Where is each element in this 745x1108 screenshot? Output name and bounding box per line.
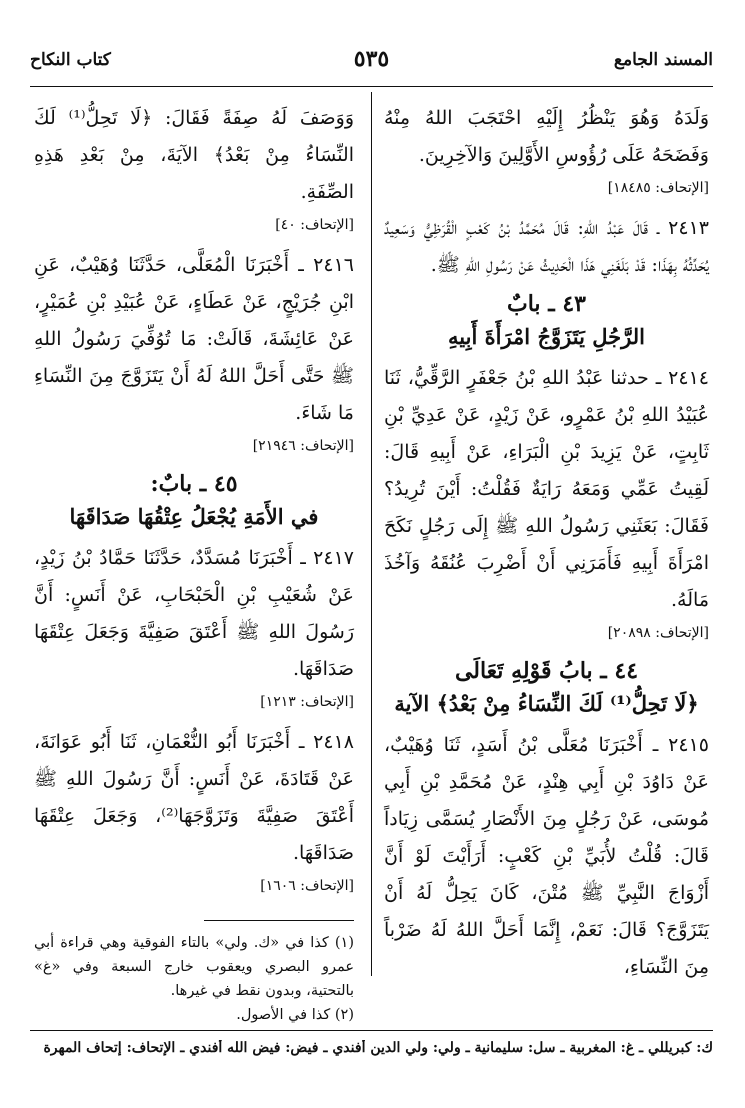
continuation-text: وَوَصَفَ لَهُ صِفَةً فَقَالَ: ﴿لَا تَحِلُّ⁽¹⁾ لَكَ النِّسَاءُ مِنْ بَعْدُ﴾ الآيَةَ، مِنْ بَعْدِ هَذِهِ الصِّفَةِ. bbox=[34, 107, 354, 203]
chapter-44-title: ﴿لَا تَحِلُّ⁽¹⁾ لَكَ النِّسَاءُ مِنْ بَعْدُ﴾ الآية bbox=[394, 691, 699, 716]
chapter-44-number: ٤٤ ـ بابُ قَوْلِهِ تَعَالَى bbox=[454, 658, 639, 684]
chapter-45-title: في الأَمَةِ يُجْعَلُ عِتْقُهَا صَدَاقَهَا bbox=[69, 504, 319, 529]
header-rule bbox=[30, 86, 713, 87]
chapter-45-number: ٤٥ ـ بابٌ: bbox=[150, 471, 238, 497]
column-divider bbox=[371, 92, 372, 976]
footnote-rule bbox=[204, 920, 354, 921]
reference-ithaf: [الإتحاف: ١٢١٣] bbox=[260, 694, 354, 710]
reference-ithaf: [الإتحاف: ١٦٠٦] bbox=[260, 878, 354, 894]
footnote-2: (٢) كذا في الأصول. bbox=[236, 1007, 354, 1023]
reference-ithaf: [الإتحاف: ١٨٤٨٥] bbox=[607, 180, 709, 196]
page-header bbox=[30, 40, 713, 80]
page-number: ٥٣٥ bbox=[353, 46, 390, 72]
left-column bbox=[34, 100, 354, 1027]
hadith-2415: ٢٤١٥ ـ أَخْبَرَنَا مُعَلَّى بْنُ أَسَدٍ، ثَنَا وُهَيْبٌ، عَنْ دَاوُدَ بْنِ أَبِي هِنْدٍ، عَنْ مُحَمَّدِ بْنِ أَبِي مُوسَى، عَنْ رَجُلٍ مِنَ الأَنْصَارِ يُسَمَّى زِيَاداً قَالَ: قُلْتُ لأُبَيِّ بْنِ كَعْبٍ: أَرَأَيْتَ لَوْ أَنَّ أَزْوَاجَ النَّبِيِّ ﷺ مُتْنَ، كَانَ يَحِلُّ لَهُ أَنْ يَتَزَوَّجَ؟ قَالَ: نَعَمْ، إِنَّمَا أَحَلَّ اللهُ لَهُ ضَرْباً مِنَ النِّسَاءِ، bbox=[384, 734, 709, 978]
book-title: المسند الجامع bbox=[613, 50, 713, 70]
chapter-43-number: ٤٣ ـ بابٌ bbox=[507, 291, 586, 317]
footnote-1: (١) كذا في «ك. ولي» بالتاء الفوقية وهي قراءة أبي عمرو البصري ويعقوب خارج السبعة وفي «غ» بالتحتية، وبدون نقط في غيرها. bbox=[34, 935, 354, 999]
hadith-2418: ٢٤١٨ ـ أَخْبَرَنَا أَبُو النُّعْمَانِ، ثَنَا أَبُو عَوَانَةَ، عَنْ قَتَادَةَ، عَنْ أَنَسٍ: أَنَّ رَسُولَ اللهِ ﷺ أَعْتَقَ صَفِيَّةَ وَتَزَوَّجَهَا⁽²⁾، وَجَعَلَ عِتْقَهَا صَدَاقَهَا. bbox=[34, 731, 354, 864]
reference-ithaf: [الإتحاف: ٤٠] bbox=[275, 217, 354, 233]
right-column bbox=[384, 100, 709, 986]
reference-ithaf: [الإتحاف: ٢١٩٤٦] bbox=[252, 438, 354, 454]
continuation-text: وَلَدَهُ وَهُوَ يَنْظُرُ إِلَيْهِ احْتَجَبَ اللهُ مِنْهُ وَفَضَحَهُ عَلَى رُؤُوسِ الأَوَّلِينَ وَالآخِرِينَ. bbox=[384, 107, 709, 166]
reference-ithaf: [الإتحاف: ٢٠٨٩٨] bbox=[607, 625, 709, 641]
chapter-43-title: الرَّجُلِ يَتَزَوَّجُ امْرَأَةَ أَبِيهِ bbox=[448, 324, 645, 349]
footer-rule bbox=[30, 1030, 713, 1031]
hadith-2413: ٢٤١٣ ـ قَالَ عَبْدُ اللهِ: قَالَ مُحَمَّدُ بْنُ كَعْبٍ الْقُرَظِيُّ وَسَعِيدٌ يُحَدِّثُهُ بِهَذَا: قَدْ بَلَغَنِي هَذَا الْحَدِيثُ عَنْ رَسُولِ اللهِ ﷺ. bbox=[384, 217, 709, 276]
hadith-2416: ٢٤١٦ ـ أَخْبَرَنَا الْمُعَلَّى، حَدَّثَنَا وُهَيْبٌ، عَنِ ابْنِ جُرَيْجٍ، عَنْ عَطَاءٍ، عَنْ عُبَيْدِ بْنِ عُمَيْرٍ، عَنْ عَائِشَةَ، قَالَتْ: مَا تُوُفِّيَ رَسُولُ اللهِ ﷺ حَتَّى أَحَلَّ اللهُ لَهُ أَنْ يَتَزَوَّجَ مِنَ النِّسَاءِ مَا شَاءَ. bbox=[34, 254, 354, 424]
section-title: كتاب النكاح bbox=[30, 50, 111, 70]
hadith-2417: ٢٤١٧ ـ أَخْبَرَنَا مُسَدَّدٌ، حَدَّثَنَا حَمَّادُ بْنُ زَيْدٍ، عَنْ شُعَيْبِ بْنِ الْحَبْحَابِ، عَنْ أَنَسٍ: أَنَّ رَسُولَ اللهِ ﷺ أَعْتَقَ صَفِيَّةَ وَجَعَلَ عِتْقَهَا صَدَاقَهَا. bbox=[34, 547, 354, 680]
hadith-2414: ٢٤١٤ ـ حدثنا عَبْدُ اللهِ بْنُ جَعْفَرٍ الرَّقِّيُّ، ثَنَا عُبَيْدُ اللهِ بْنُ عَمْرٍو، عَنْ زَيْدٍ، عَنْ عَدِيِّ بْنِ ثَابِتٍ، عَنْ يَزِيدَ بْنِ الْبَرَاءِ، عَنْ أَبِيهِ قَالَ: لَقِيتُ عَمِّي وَمَعَهُ رَايَةٌ فَقُلْتُ: أَيْنَ تُرِيدُ؟ فَقَالَ: بَعَثَنِي رَسُولُ اللهِ ﷺ إِلَى رَجُلٍ نَكَحَ امْرَأَةَ أَبِيهِ فَأَمَرَنِي أَنْ أَضْرِبَ عُنُقَهُ وَآخُذَ مَالَهُ. bbox=[384, 367, 709, 611]
abbreviations-footer: ك: كبريللي ـ غ: المغربية ـ سل: سليمانية ـ ولي: ولي الدين أفندي ـ فيض: فيض الله أفندي ـ الإتحاف: إتحاف المهرة bbox=[43, 1040, 713, 1056]
